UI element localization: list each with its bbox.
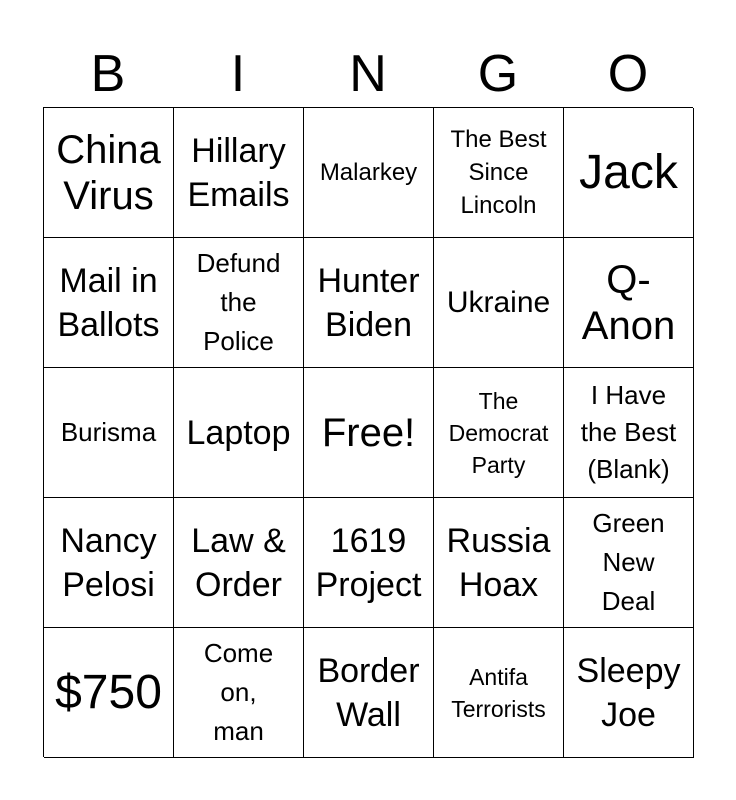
bingo-cell[interactable] — [44, 368, 174, 498]
cell-text: Free! — [321, 410, 416, 455]
cell-text: Jack — [579, 145, 678, 199]
cell-text: Hunter Biden — [317, 261, 420, 344]
bingo-cell[interactable] — [304, 238, 434, 368]
bingo-cell[interactable] — [434, 108, 564, 238]
bingo-cell[interactable] — [434, 628, 564, 758]
bingo-cell[interactable] — [304, 368, 434, 498]
header-letter-g: G — [477, 45, 519, 103]
cell-text: Laptop — [186, 413, 291, 452]
bingo-cell[interactable] — [434, 498, 564, 628]
bingo-cell[interactable] — [564, 368, 694, 498]
bingo-cell[interactable] — [44, 628, 174, 758]
bingo-cell[interactable] — [564, 108, 694, 238]
cell-text: Sleepy Joe — [576, 651, 681, 734]
bingo-grid — [43, 107, 693, 757]
cell-text: Come on, man — [203, 638, 274, 746]
cell-text: China Virus — [56, 127, 161, 218]
bingo-cell[interactable] — [174, 498, 304, 628]
cell-text: Mail in Ballots — [57, 261, 160, 344]
cell-text: Q- Anon — [581, 257, 676, 348]
bingo-cell[interactable] — [174, 108, 304, 238]
header-letter-i: I — [230, 45, 246, 103]
cell-text: Nancy Pelosi — [60, 521, 157, 604]
cell-text: Antifa Terrorists — [451, 663, 546, 722]
cell-text: Green New Deal — [592, 508, 665, 616]
cell-text: Border Wall — [317, 651, 420, 734]
cell-text: Hillary Emails — [187, 131, 290, 214]
cell-text: Defund the Police — [196, 248, 281, 356]
bingo-cell[interactable] — [174, 628, 304, 758]
bingo-cell[interactable] — [434, 238, 564, 368]
header-letter-n: N — [349, 45, 387, 103]
bingo-cell[interactable] — [304, 498, 434, 628]
cell-text: Burisma — [60, 417, 157, 447]
bingo-cell[interactable] — [174, 368, 304, 498]
bingo-cell[interactable] — [44, 238, 174, 368]
bingo-cell[interactable] — [44, 108, 174, 238]
cell-text: 1619 Project — [315, 521, 422, 604]
cell-text: The Best Since Lincoln — [450, 126, 547, 219]
cell-text: $750 — [55, 665, 162, 719]
cell-text: The Democrat Party — [448, 387, 549, 478]
bingo-header — [43, 40, 693, 108]
bingo-cell[interactable] — [174, 238, 304, 368]
bingo-cell[interactable] — [564, 238, 694, 368]
bingo-cell[interactable] — [564, 628, 694, 758]
header-letter-b: B — [90, 45, 126, 103]
bingo-cell[interactable] — [564, 498, 694, 628]
cell-text: Russia Hoax — [446, 521, 551, 604]
cell-text: Malarkey — [319, 159, 418, 186]
cell-text: I Have the Best (Blank) — [580, 380, 677, 484]
bingo-cell[interactable] — [304, 628, 434, 758]
bingo-cell[interactable] — [304, 108, 434, 238]
cell-text: Ukraine — [446, 285, 551, 319]
cell-text: Law & Order — [191, 521, 286, 604]
bingo-cell[interactable] — [44, 498, 174, 628]
header-letter-o: O — [607, 45, 649, 103]
bingo-cell[interactable] — [434, 368, 564, 498]
